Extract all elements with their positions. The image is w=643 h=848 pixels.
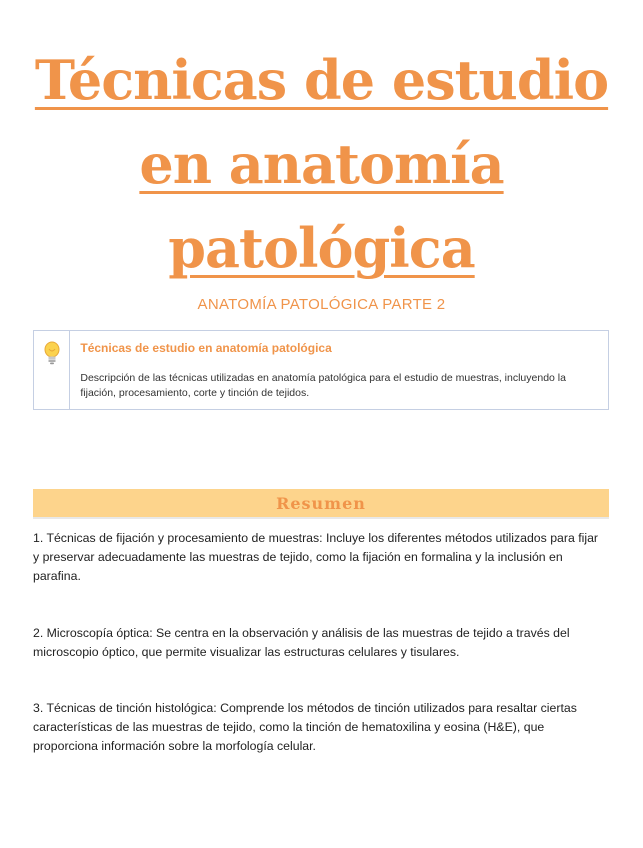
lightbulb-icon xyxy=(43,341,61,365)
summary-item-2: 2. Microscopía óptica: Se centra en la observación y análisis de las muestras de tejido a través del microscopio óptico, que permite visualizar las estructuras celulares y tisulares. xyxy=(33,626,570,659)
title-line-1: Técnicas de estudio xyxy=(34,48,609,112)
callout-title: Técnicas de estudio en anatomía patológica xyxy=(80,341,332,355)
summary-heading: Resumen xyxy=(33,489,609,519)
summary-item-1: 1. Técnicas de fijación y procesamiento de muestras: Incluye los diferentes métodos utilizados para fijar y preservar adecuadamente las muestras de tejido, como la fijación en formalina y la inclusión en parafina. xyxy=(33,531,599,583)
document-subtitle: ANATOMÍA PATOLÓGICA PARTE 2 xyxy=(197,296,446,313)
callout-body xyxy=(70,331,608,409)
callout-text: Descripción de las técnicas utilizadas en anatomía patológica para el estudio de muestras, incluyendo la fijación, procesamiento, corte y tinción de tejidos. xyxy=(80,372,566,399)
title-line-2: en anatomía xyxy=(139,132,504,196)
callout-icon-cell xyxy=(34,331,70,409)
document-title xyxy=(0,38,643,290)
title-line-3: patológica xyxy=(168,216,475,280)
summary-item-3: 3. Técnicas de tinción histológica: Comprende los métodos de tinción utilizados para resaltar ciertas características de las muestras de tejido, como la tinción de hematoxilina y eosina (H&E), que proporciona información sobre la morfología celular. xyxy=(33,701,577,753)
callout-box xyxy=(33,330,609,410)
